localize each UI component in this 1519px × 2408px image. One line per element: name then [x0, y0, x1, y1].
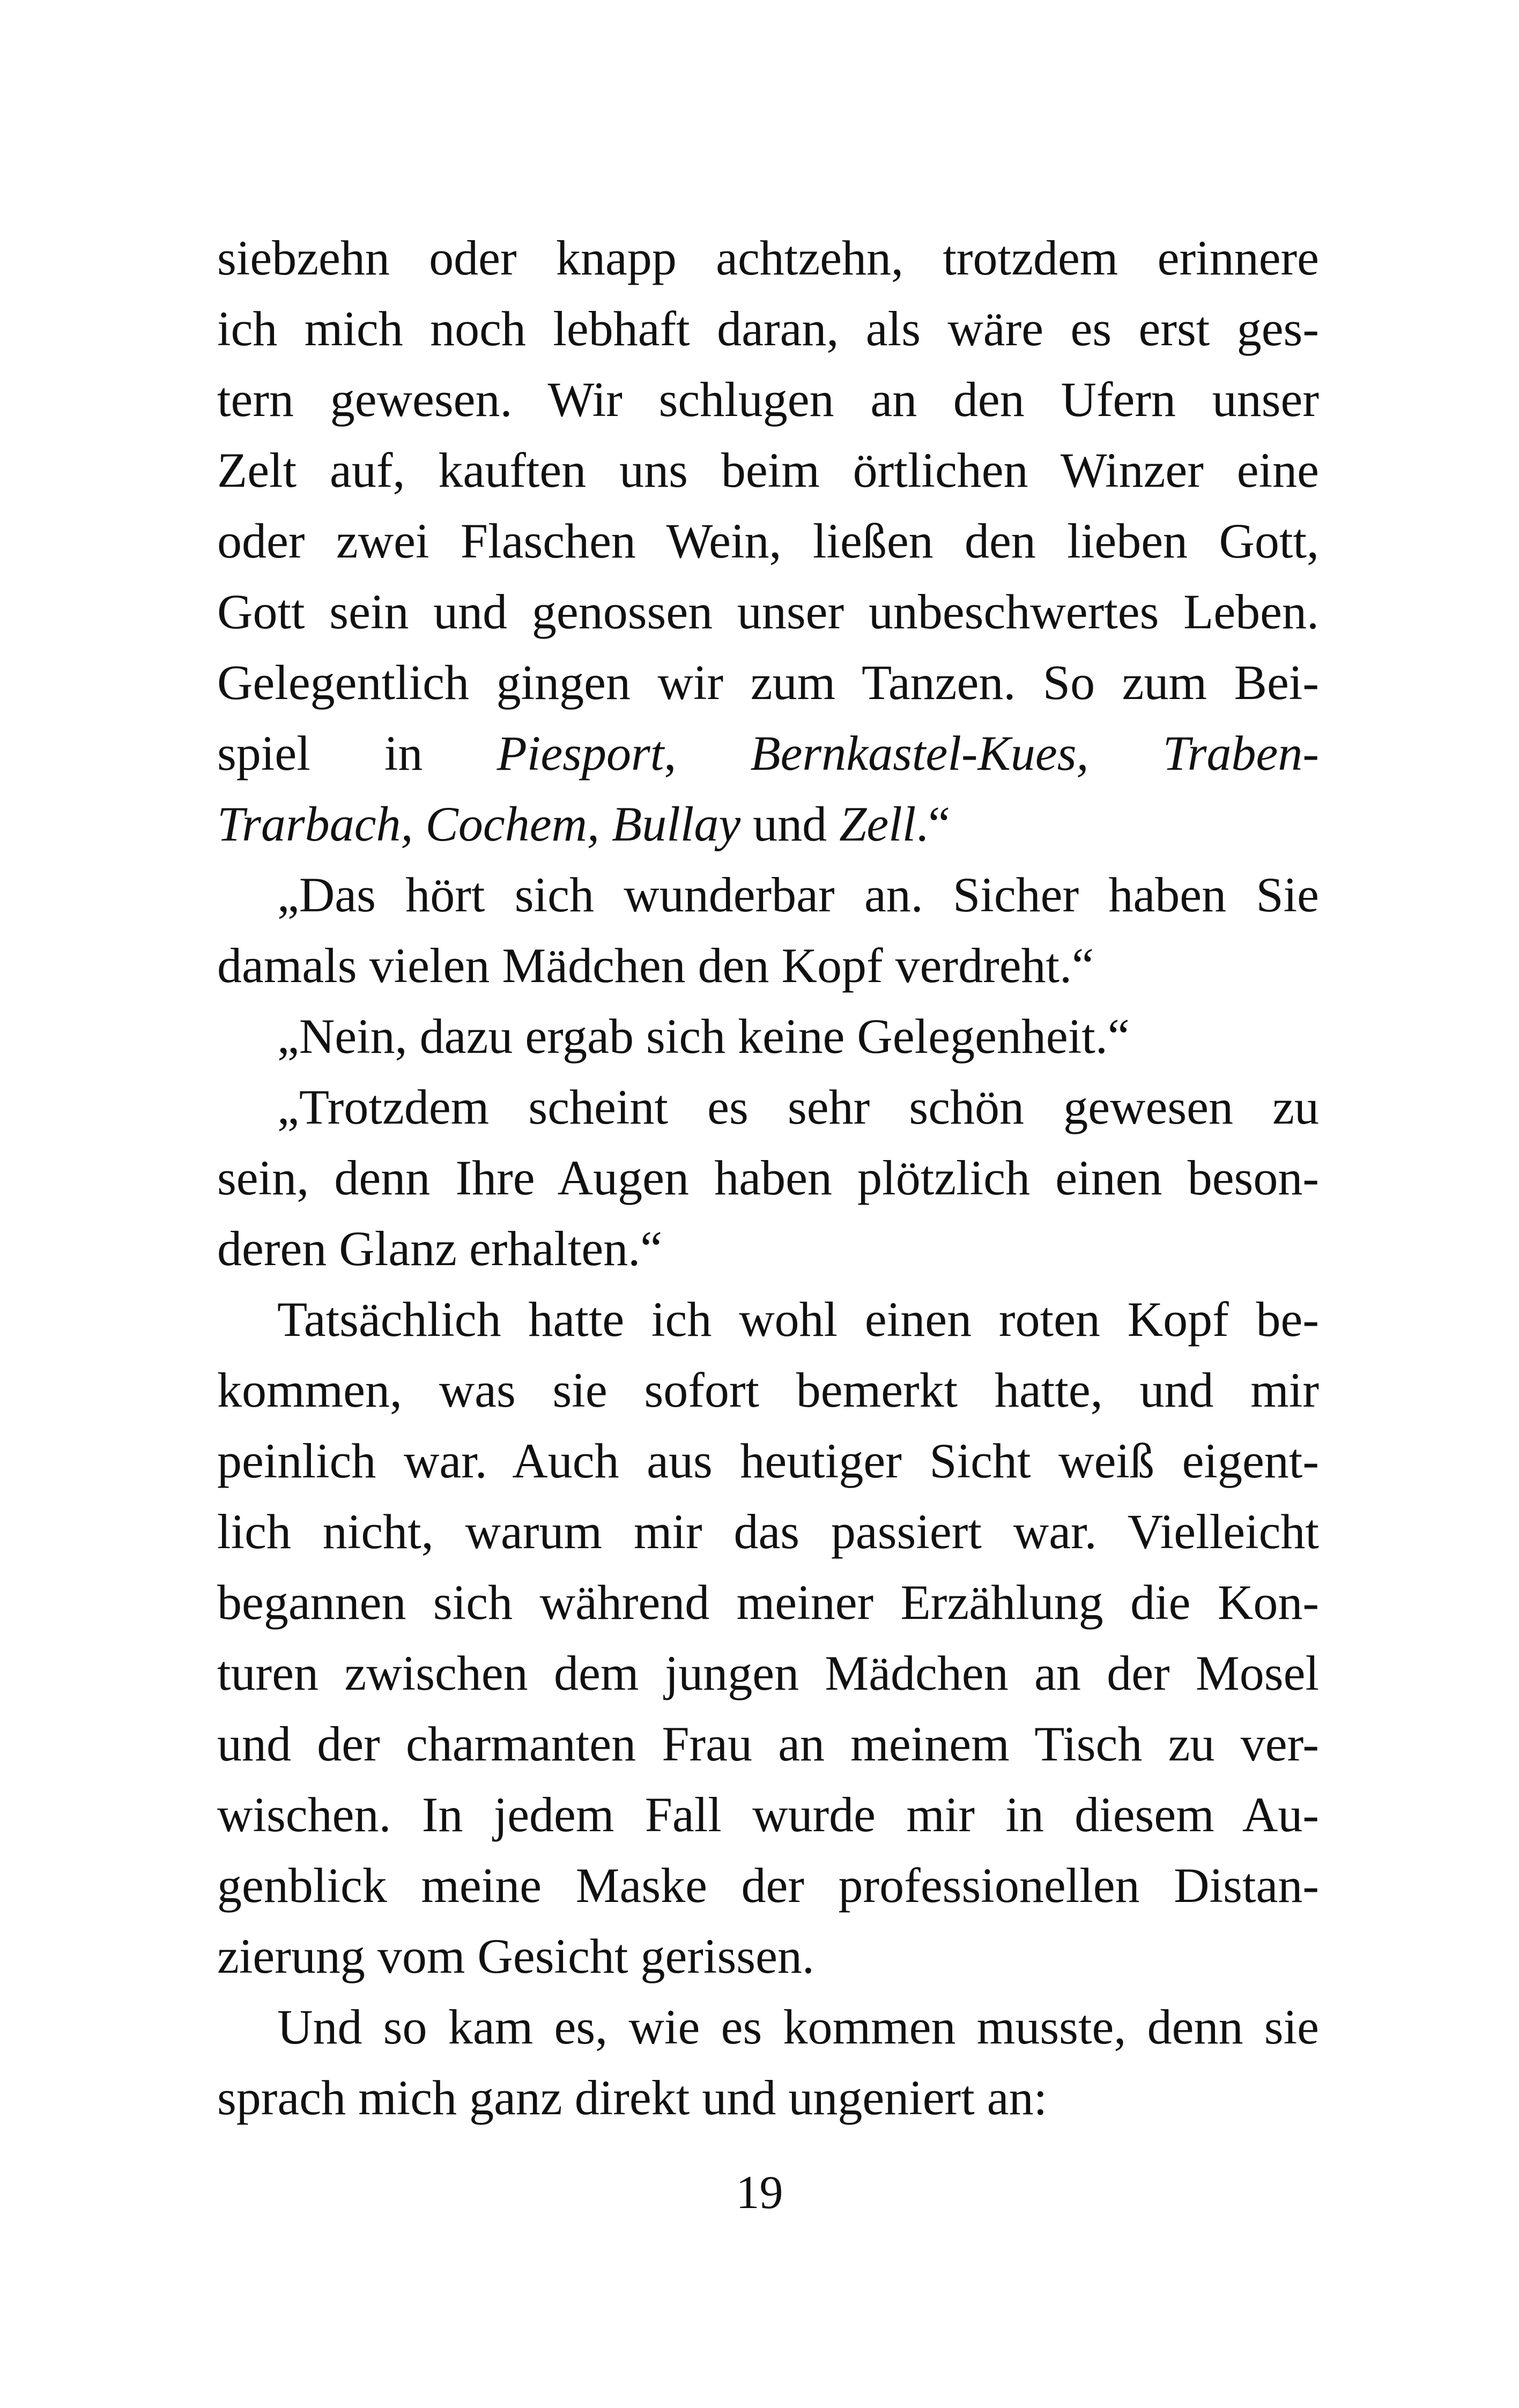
text-line: „Das hört sich wunderbar an. Sicher haben Sie: [277, 867, 1319, 922]
text-line: oder zwei Flaschen Wein, ließen den lieben Gott,: [217, 514, 1319, 568]
text-line-with-places: [217, 789, 1319, 859]
text-line: damals vielen Mädchen den Kopf verdreht.“: [217, 938, 1094, 993]
text-line: peinlich war. Auch aus heutiger Sicht weiß eigent-: [217, 1433, 1319, 1488]
place-name-traben: Traben-: [1162, 726, 1320, 781]
text-fragment: ,: [664, 726, 751, 781]
page-number: 19: [736, 2167, 783, 2219]
text-line: Zelt auf, kauften uns beim örtlichen Winzer eine: [217, 443, 1319, 497]
paragraph: [217, 1001, 1319, 1072]
paragraph: [217, 1072, 1319, 1284]
paragraph: [217, 1284, 1319, 1991]
text-line: deren Glanz erhalten.“: [217, 1221, 663, 1276]
text-line: Gott sein und genossen unser unbeschwertes Leben.: [217, 584, 1319, 639]
paragraph: [217, 859, 1319, 1001]
text-line: begannen sich während meiner Erzählung die Kon-: [217, 1575, 1319, 1630]
place-name-piesport: Piesport: [497, 726, 664, 781]
place-name-zell: Zell: [839, 797, 916, 851]
text-fragment: und: [740, 797, 840, 851]
place-name-bernkastel-kues: Bernkastel-Kues,: [750, 726, 1089, 781]
body-text: [217, 222, 1319, 2133]
text-line: ich mich noch lebhaft daran, als wäre es erst ges-: [217, 301, 1319, 356]
text-line: kommen, was sie sofort bemerkt hatte, und mir: [217, 1363, 1319, 1417]
text-line: siebzehn oder knapp achtzehn, trotzdem erinnere: [217, 231, 1319, 285]
text-line: „Trotzdem scheint es sehr schön gewesen zu: [277, 1080, 1319, 1134]
text-line: wischen. In jedem Fall wurde mir in diesem Au-: [217, 1787, 1319, 1842]
text-line: tern gewesen. Wir schlugen an den Ufern unser: [217, 372, 1319, 427]
paragraph: [217, 222, 1319, 859]
text-line: sein, denn Ihre Augen haben plötzlich einen beson-: [217, 1150, 1319, 1205]
place-names: Trarbach, Cochem, Bullay: [217, 797, 741, 851]
text-fragment: spiel in: [217, 726, 497, 781]
text-fragment: [1089, 726, 1163, 781]
text-line: sprach mich ganz direkt und ungeniert an:: [217, 2070, 1048, 2125]
text-line: und der charmanten Frau an meinem Tisch zu ver-: [217, 1716, 1319, 1771]
text-line: „Nein, dazu ergab sich keine Gelegenheit.“: [277, 1009, 1130, 1064]
paragraph: [217, 1991, 1319, 2133]
text-line: zierung vom Gesicht gerissen.: [217, 1929, 814, 1983]
text-line: lich nicht, warum mir das passiert war. Vielleicht: [217, 1504, 1319, 1559]
text-line: Gelegentlich gingen wir zum Tanzen. So zum Bei-: [217, 655, 1319, 710]
text-fragment: .“: [916, 797, 951, 851]
text-line: Tatsächlich hatte ich wohl einen roten Kopf be-: [277, 1292, 1319, 1347]
text-line: Und so kam es, wie es kommen musste, denn sie: [277, 2000, 1319, 2054]
text-line-with-places: [217, 718, 1319, 789]
text-line: genblick meine Maske der professionellen Distan-: [217, 1858, 1319, 1913]
text-line: turen zwischen dem jungen Mädchen an der Mosel: [217, 1646, 1319, 1700]
